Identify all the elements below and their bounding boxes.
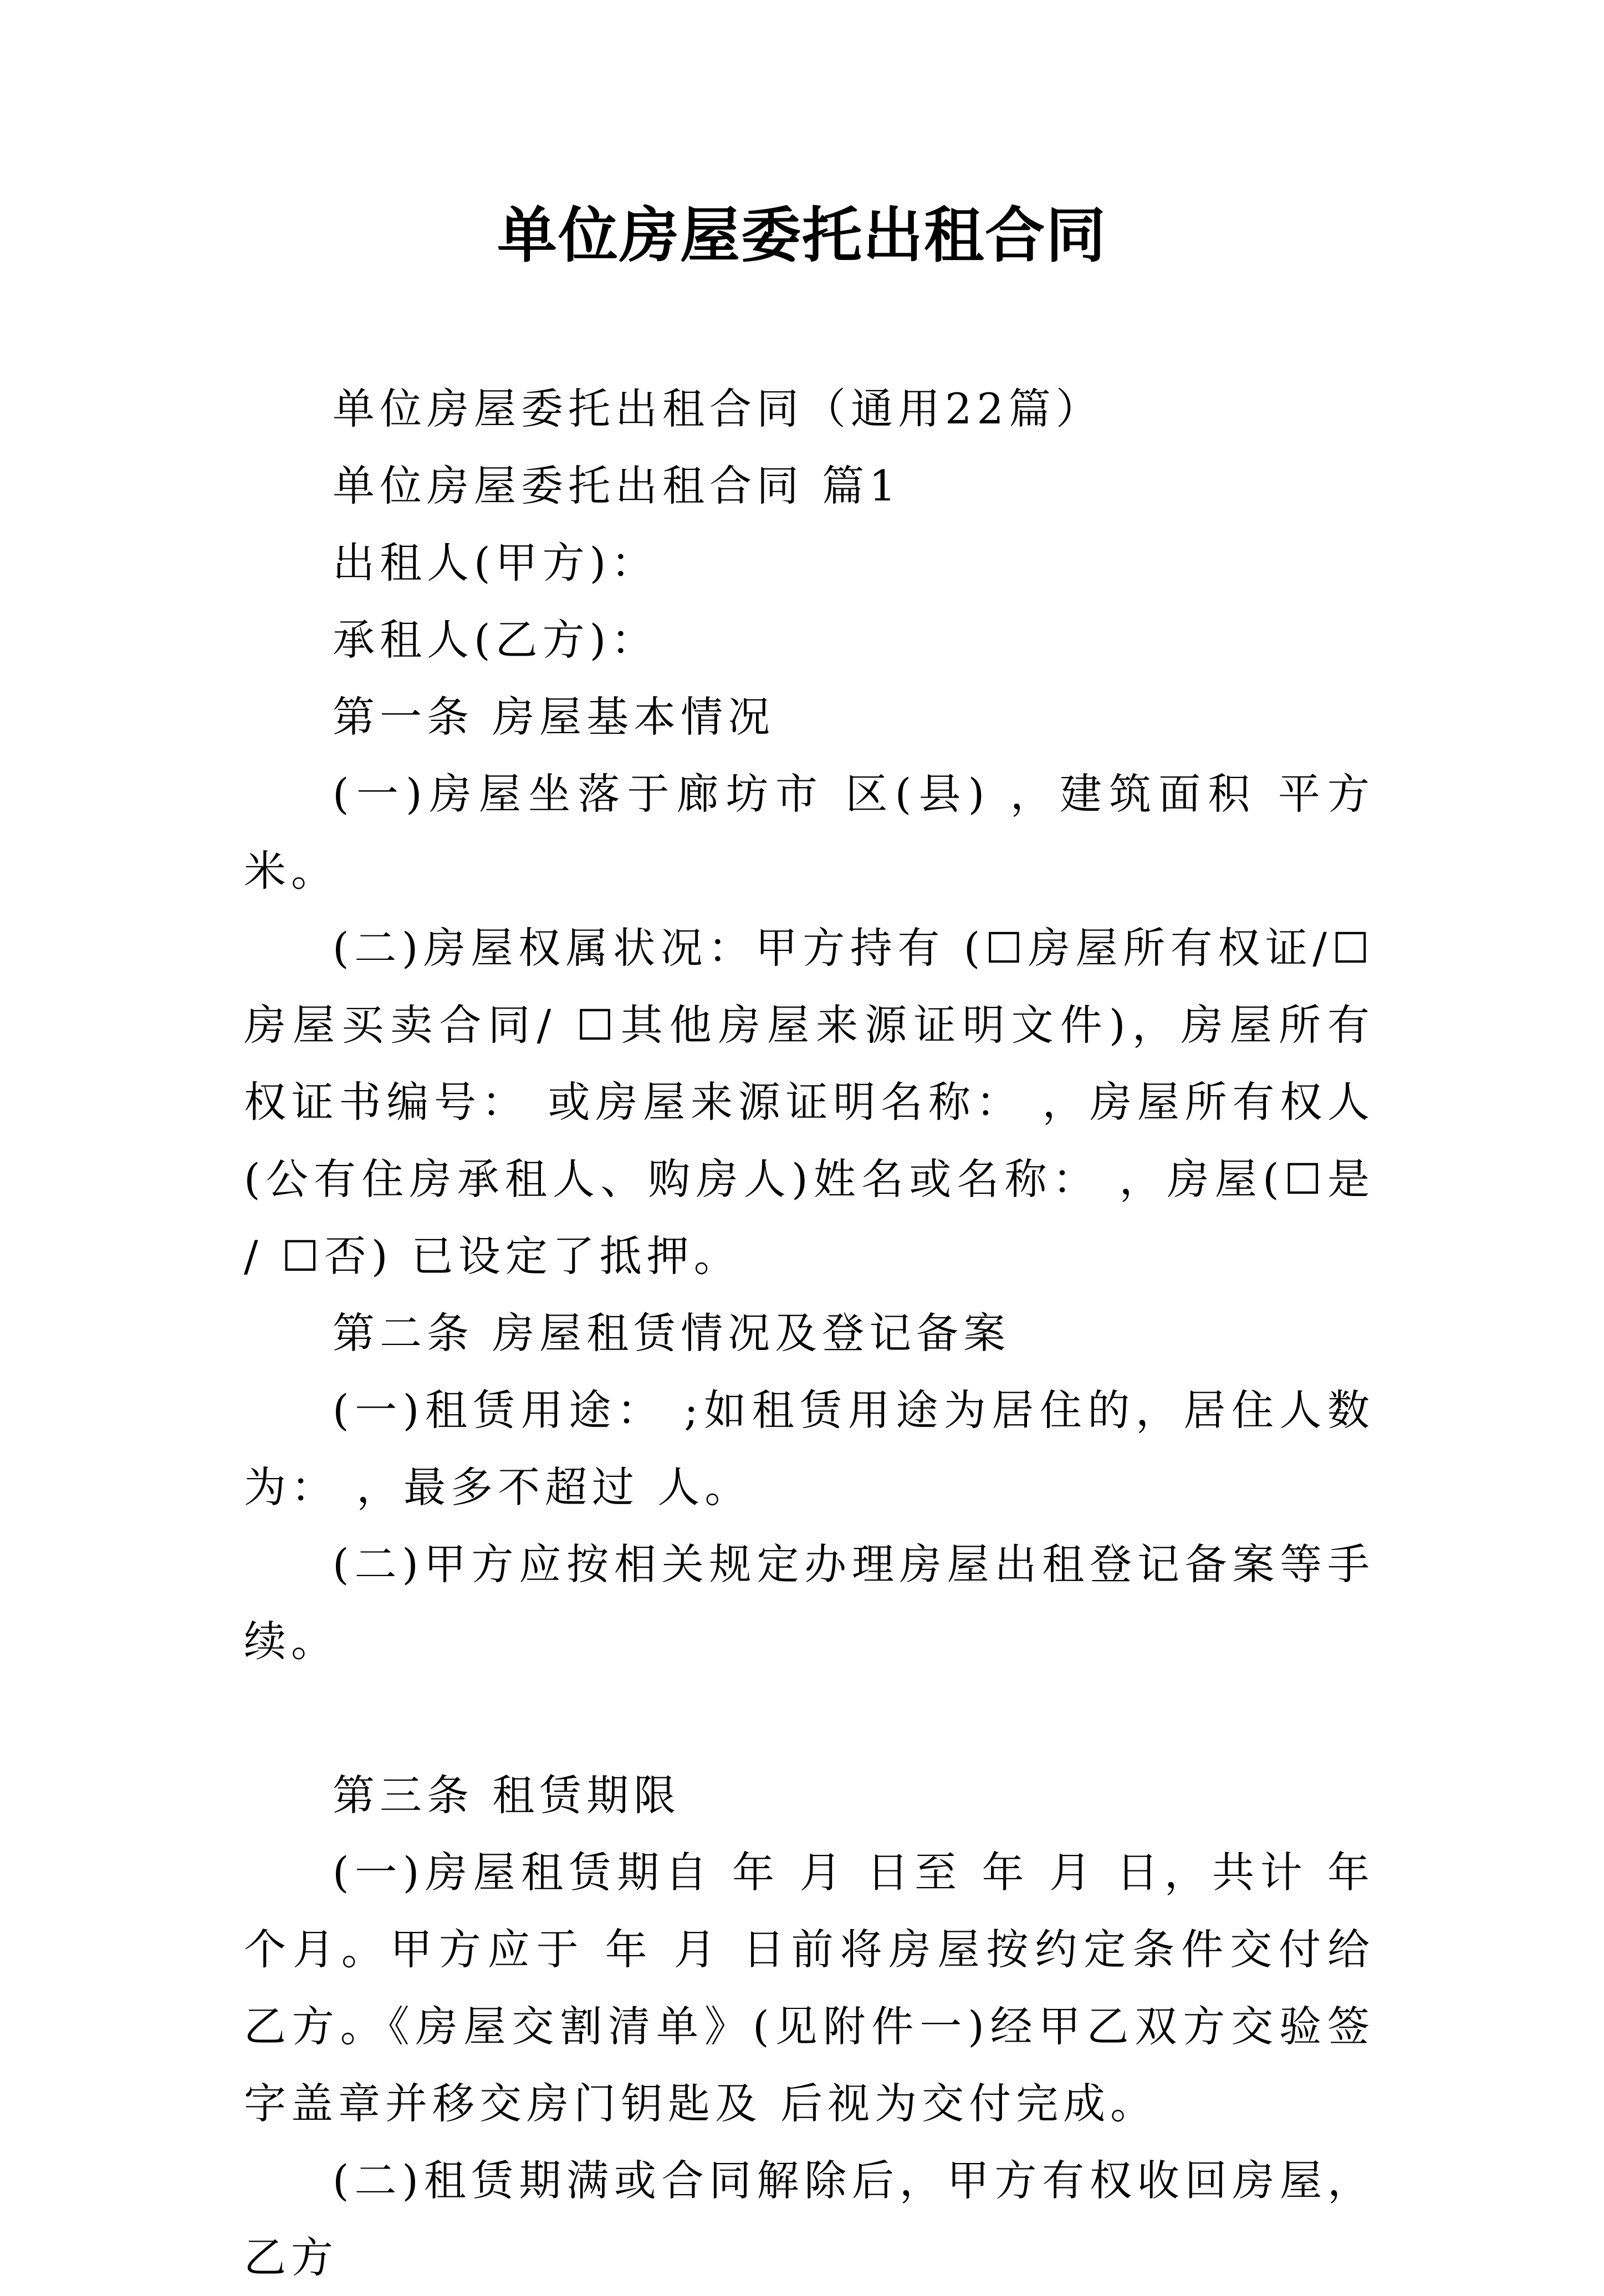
paragraph-lessor: 出租人(甲方)：	[333, 538, 658, 587]
article-3-clause-1: (一)房屋租赁期自 年 月 日至 年 月 日，共计 年 个月。甲方应于 年 月 日前将房屋按约定条件交付给乙方。《房屋交割清单》(见附件一)经甲乙双方交验签字盖章并移交房门钥匙及 后视为交付完成。	[244, 1848, 1375, 2128]
article-1-clause-2: (二)房屋权属状况：甲方持有 (☐房屋所有权证/☐房屋买卖合同/ ☐其他房屋来源证明文件)，房屋所有权证书编号： 或房屋来源证明名称： ，房屋所有权人(公有住房承租人、购房人)姓名或名称： ，房屋(☐是 / ☐否) 已设定了抵押。	[244, 923, 1375, 1281]
article-2-heading: 第二条 房屋租赁情况及登记备案	[333, 1308, 1011, 1358]
paragraph-spacer	[244, 1680, 1375, 1757]
article-2-clause-1: (一)租赁用途： ;如租赁用途为居住的，居住人数为： ，最多不超过 人。	[244, 1385, 1375, 1512]
document-body	[244, 370, 1375, 2296]
paragraph-lessee: 承租人(乙方)：	[333, 615, 658, 664]
article-3-clause-2: (二)租赁期满或合同解除后，甲方有权收回房屋，乙方	[244, 2156, 1375, 2282]
document-title: 单位房屋委托出租合同	[497, 201, 1107, 270]
paragraph-section-heading: 单位房屋委托出租合同 篇1	[333, 461, 901, 510]
article-3-heading: 第三条 租赁期限	[333, 1771, 681, 1820]
article-1-clause-1: (一)房屋坐落于廊坊市 区(县) ，建筑面积 平方米。	[244, 769, 1375, 896]
article-1-heading: 第一条 房屋基本情况	[333, 692, 775, 742]
article-2-clause-2: (二)甲方应按相关规定办理房屋出租登记备案等手续。	[244, 1540, 1375, 1666]
paragraph-subtitle: 单位房屋委托出租合同（通用22篇）	[333, 384, 1103, 433]
